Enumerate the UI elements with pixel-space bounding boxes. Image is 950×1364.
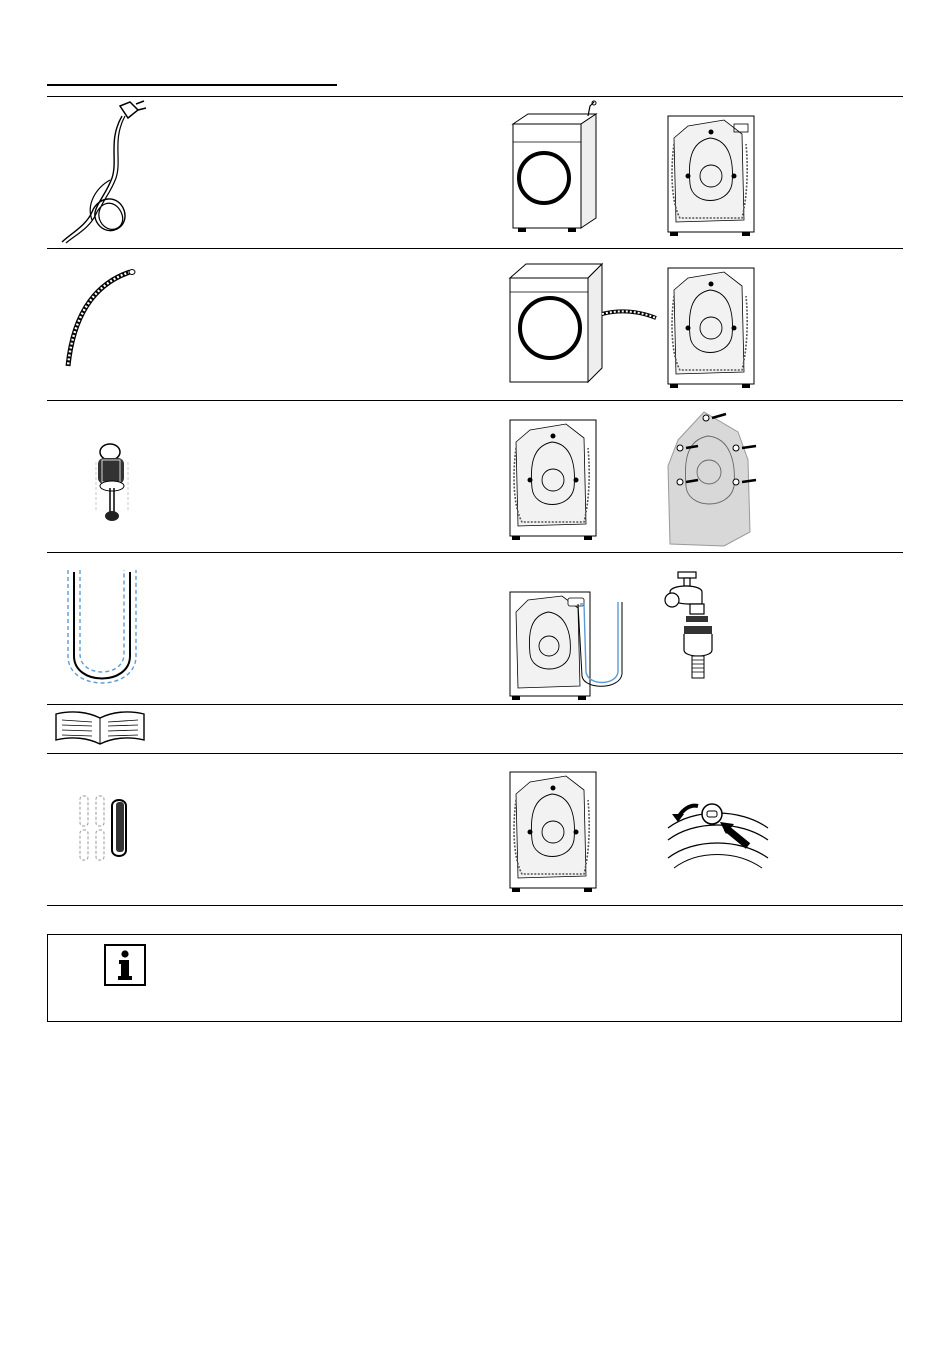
machine-side-view-icon xyxy=(506,262,666,388)
manual-book-icon xyxy=(52,710,148,746)
cap-insertion-icon xyxy=(664,788,774,870)
machine-rear-view-icon xyxy=(508,770,600,894)
transport-bolt-icon xyxy=(90,442,136,526)
drain-hose-icon xyxy=(60,268,140,370)
machine-side-view-icon xyxy=(508,100,600,235)
machine-rear-view-icon xyxy=(508,590,628,702)
inlet-hose-icon xyxy=(60,566,146,690)
title-underline xyxy=(47,84,337,86)
table-top-rule xyxy=(47,96,903,97)
machine-rear-view-icon xyxy=(508,418,600,542)
water-tap-connector-icon xyxy=(662,570,722,686)
row-divider xyxy=(47,248,903,249)
power-cord-icon xyxy=(58,100,148,245)
info-box xyxy=(47,934,902,1022)
row-divider xyxy=(47,552,903,553)
row-divider xyxy=(47,704,903,705)
info-icon xyxy=(104,944,146,986)
machine-rear-view-icon xyxy=(666,114,758,238)
plastic-caps-icon xyxy=(76,792,132,866)
table-bottom-rule xyxy=(47,905,903,906)
row-divider xyxy=(47,400,903,401)
row-divider xyxy=(47,753,903,754)
machine-rear-view-icon xyxy=(666,266,758,390)
rear-panel-bolt-positions-icon xyxy=(664,406,760,548)
